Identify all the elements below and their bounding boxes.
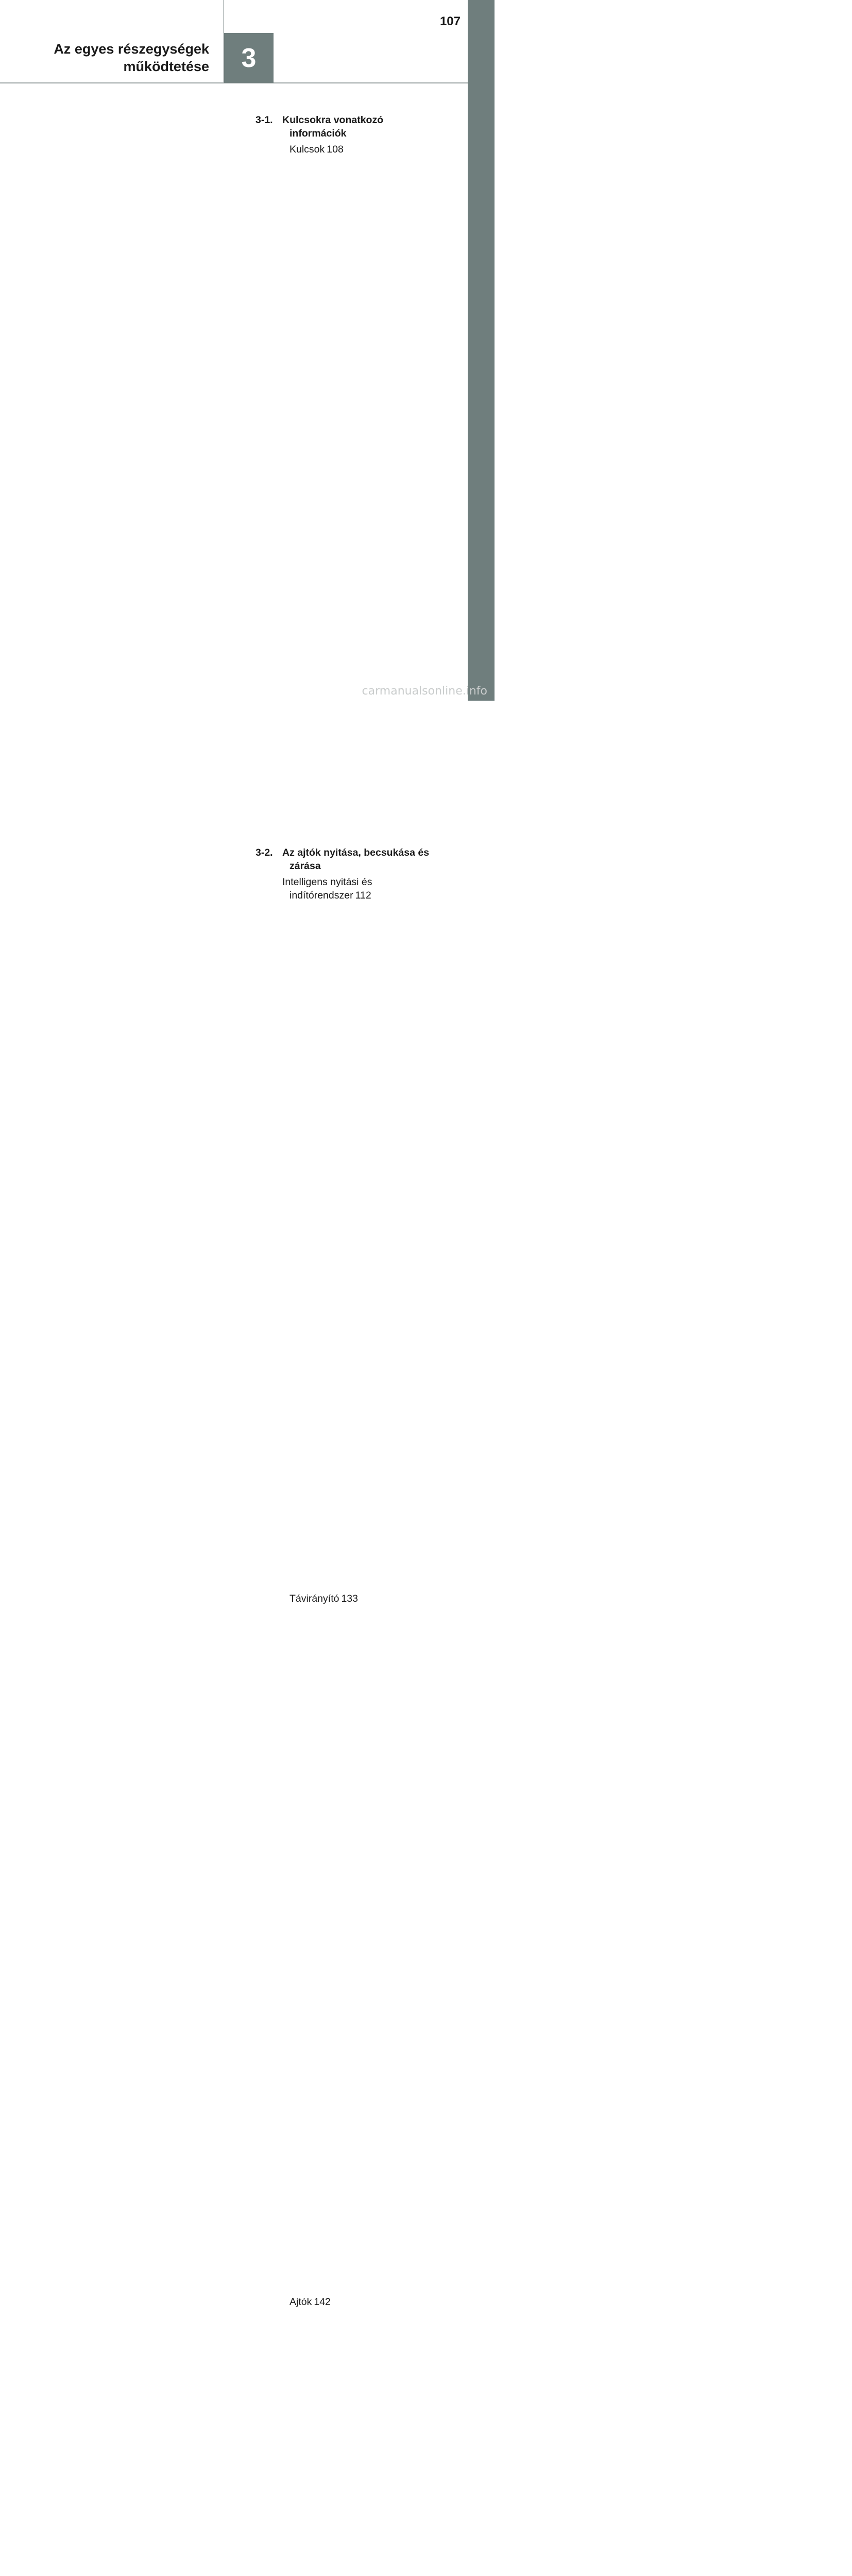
watermark: carmanualsonline.info [362,685,487,698]
entry-page: 112 [355,890,371,901]
chapter-title-line2: működtetése [123,59,209,74]
entry-page: 108 [327,144,344,155]
section-title: Kulcsokra vonatkozó információk [282,114,384,139]
section-number: 3-1. [255,114,273,126]
entry-page: 133 [341,1593,358,1604]
chapter-title-line1: Az egyes részegységek [54,41,209,57]
entry-label: indítórendszer [289,890,353,901]
toc-entry[interactable] [282,875,436,1589]
entry-label-line1: Intelligens nyitási és [282,876,372,888]
toc-entry[interactable] [282,2295,436,2576]
toc-entry[interactable] [282,1592,436,2293]
toc-section[interactable] [255,113,436,140]
toc-section[interactable] [255,846,436,873]
page-number: 107 [439,14,461,28]
chapter-title [24,40,209,75]
section-number: 3-2. [255,847,273,858]
toc-entry[interactable] [282,143,436,843]
entry-page: 142 [314,2296,331,2308]
entry-label: Távirányító [289,1593,339,1604]
entry-label: Kulcsok [289,144,325,155]
section-title: Az ajtók nyitása, becsukása és zárása [282,847,430,872]
entry-label: Ajtók [289,2296,312,2308]
table-of-contents [255,113,436,2576]
chapter-number-box: 3 [224,33,274,83]
